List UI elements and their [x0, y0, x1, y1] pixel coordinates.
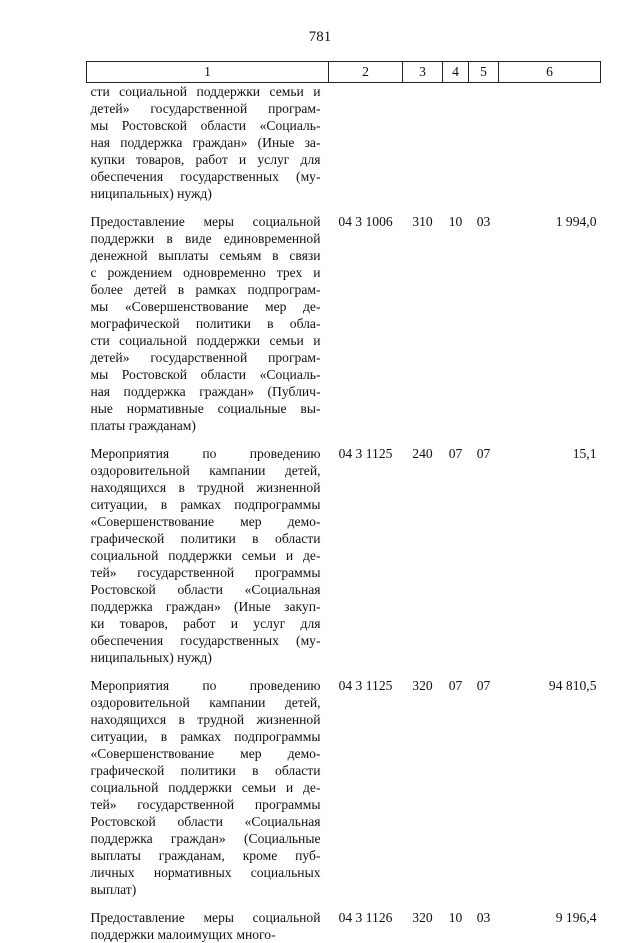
row-amount: 15,1: [499, 434, 601, 666]
description-line: графической политики в области: [91, 762, 321, 779]
table-row: [87, 434, 601, 666]
row-expense-type: 320: [403, 666, 443, 898]
description-line: детей» государственной програм-: [91, 349, 321, 366]
row-description: [87, 666, 329, 898]
description-line: личных нормативных социальных: [91, 864, 321, 881]
row-section: 07: [443, 666, 469, 898]
description-line: детей» государственной програм-: [91, 100, 321, 117]
row-expense-type: 310: [403, 202, 443, 434]
description-line: социальной поддержки семьи и де-: [91, 779, 321, 796]
description-line: ная поддержка граждан» (Иные за-: [91, 134, 321, 151]
description-line: поддержки в виде единовременной: [91, 230, 321, 247]
row-subsection: 03: [469, 202, 499, 434]
description-line: социальной поддержки семьи и де-: [91, 547, 321, 564]
row-section: 10: [443, 898, 469, 943]
row-expense-type: [403, 83, 443, 203]
description-line: сти социальной поддержки семьи и: [91, 83, 321, 100]
description-line: ниципальных) нужд): [91, 185, 321, 202]
description-line: мы Ростовской области «Социаль-: [91, 117, 321, 134]
row-amount: 1 994,0: [499, 202, 601, 434]
table-body: [87, 83, 601, 943]
description-line: выплаты гражданам, кроме пуб-: [91, 847, 321, 864]
description-line: Предоставление меры социальной: [91, 213, 321, 230]
column-header: 1: [87, 62, 329, 83]
row-code: 04 3 1126: [329, 898, 403, 943]
row-code: 04 3 1006: [329, 202, 403, 434]
description-line: Ростовской области «Социальная: [91, 813, 321, 830]
row-code: 04 3 1125: [329, 666, 403, 898]
description-line: графической политики в области: [91, 530, 321, 547]
row-expense-type: 320: [403, 898, 443, 943]
column-header: 4: [443, 62, 469, 83]
description-line: ситуации, в рамках подпрограммы: [91, 728, 321, 745]
description-line: находящихся в трудной жизненной: [91, 479, 321, 496]
column-header: 2: [329, 62, 403, 83]
description-line: мы Ростовской области «Социаль-: [91, 366, 321, 383]
column-header: 5: [469, 62, 499, 83]
description-line: мы «Совершенствование мер де-: [91, 298, 321, 315]
description-line: Ростовской области «Социальная: [91, 581, 321, 598]
row-section: [443, 83, 469, 203]
description-line: Мероприятия по проведению: [91, 677, 321, 694]
table-row: [87, 666, 601, 898]
description-line: находящихся в трудной жизненной: [91, 711, 321, 728]
description-line: ниципальных) нужд): [91, 649, 321, 666]
table-row: [87, 83, 601, 203]
budget-table: [86, 61, 601, 943]
description-line: оздоровительной кампании детей,: [91, 462, 321, 479]
row-amount: 9 196,4: [499, 898, 601, 943]
column-header: 3: [403, 62, 443, 83]
row-section: 10: [443, 202, 469, 434]
row-section: 07: [443, 434, 469, 666]
description-line: ные нормативные социальные вы-: [91, 400, 321, 417]
row-code: [329, 83, 403, 203]
row-amount: 94 810,5: [499, 666, 601, 898]
row-subsection: 07: [469, 434, 499, 666]
description-line: с рождением одновременно трех и: [91, 264, 321, 281]
description-line: оздоровительной кампании детей,: [91, 694, 321, 711]
row-subsection: 03: [469, 898, 499, 943]
description-line: ки товаров, работ и услуг для: [91, 615, 321, 632]
description-line: платы гражданам): [91, 417, 321, 434]
table-header-row: [87, 62, 601, 83]
description-line: поддержка граждан» (Иные закуп-: [91, 598, 321, 615]
description-line: более детей в рамках подпрограм-: [91, 281, 321, 298]
description-line: поддержка граждан» (Социальные: [91, 830, 321, 847]
row-description: [87, 434, 329, 666]
row-description: [87, 83, 329, 203]
description-line: денежной выплаты семьям в связи: [91, 247, 321, 264]
description-line: ситуации, в рамках подпрограммы: [91, 496, 321, 513]
description-line: «Совершенствование мер демо-: [91, 513, 321, 530]
row-expense-type: 240: [403, 434, 443, 666]
description-line: выплат): [91, 881, 321, 898]
description-line: купки товаров, работ и услуг для: [91, 151, 321, 168]
row-subsection: [469, 83, 499, 203]
description-line: сти социальной поддержки семьи и: [91, 332, 321, 349]
description-line: тей» государственной программы: [91, 796, 321, 813]
description-line: Мероприятия по проведению: [91, 445, 321, 462]
page-number: 781: [0, 28, 640, 46]
row-amount: [499, 83, 601, 203]
row-description: [87, 202, 329, 434]
description-line: поддержки малоимущих много-: [91, 926, 321, 943]
description-line: ная поддержка граждан» (Публич-: [91, 383, 321, 400]
column-header: 6: [499, 62, 601, 83]
row-subsection: 07: [469, 666, 499, 898]
description-line: «Совершенствование мер демо-: [91, 745, 321, 762]
description-line: тей» государственной программы: [91, 564, 321, 581]
description-line: обеспечения государственных (му-: [91, 632, 321, 649]
table-row: [87, 202, 601, 434]
row-code: 04 3 1125: [329, 434, 403, 666]
description-line: обеспечения государственных (му-: [91, 168, 321, 185]
description-line: мографической политики в обла-: [91, 315, 321, 332]
description-line: Предоставление меры социальной: [91, 909, 321, 926]
